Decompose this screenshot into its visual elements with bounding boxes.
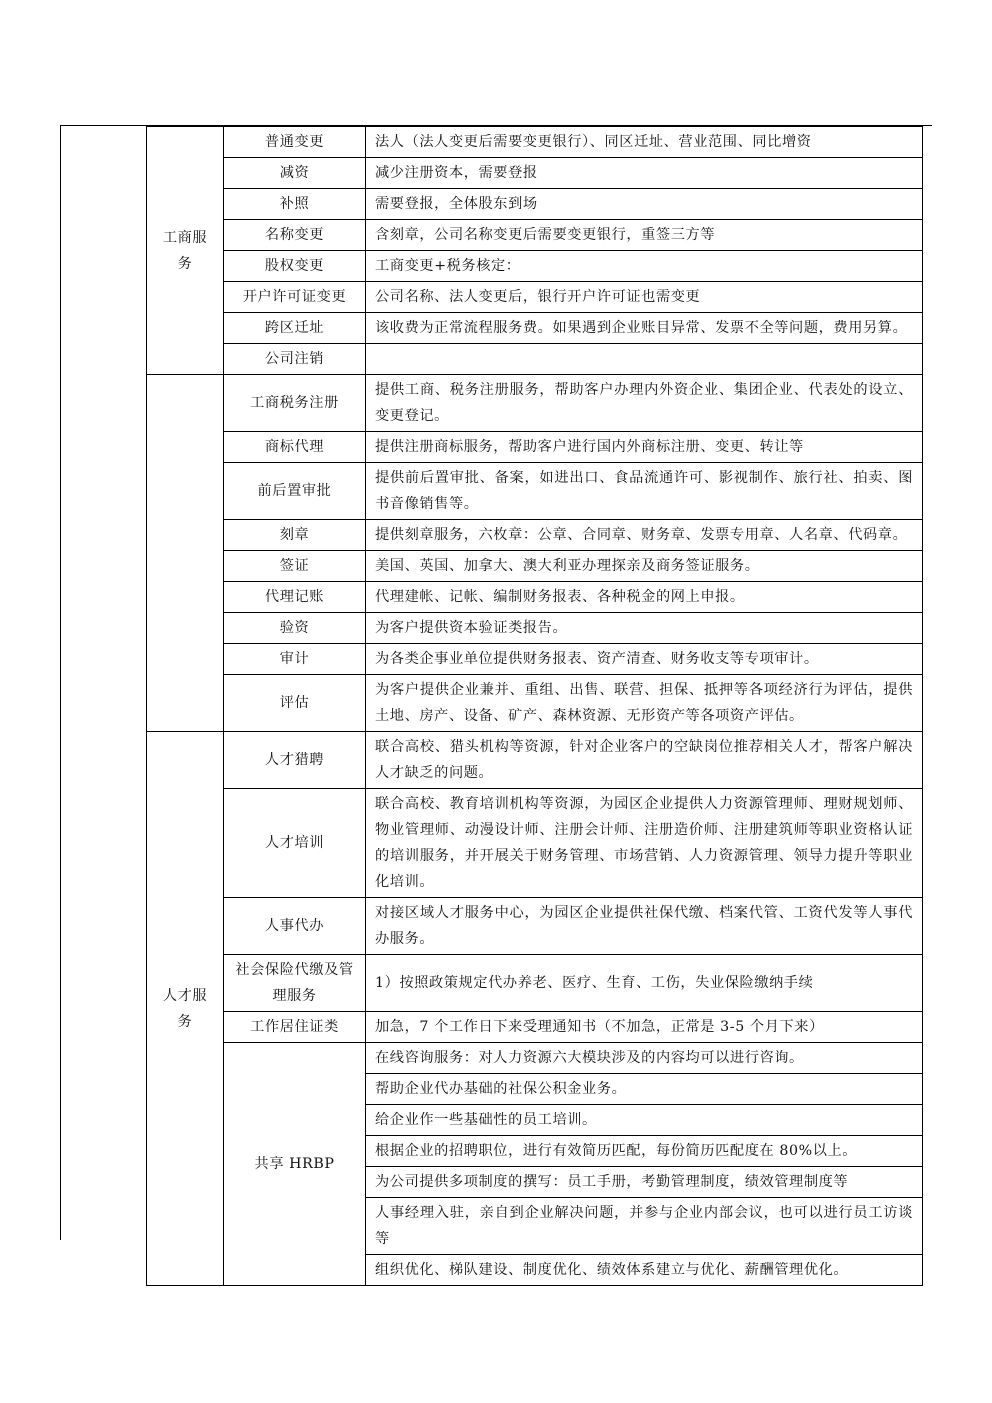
item-cell: 社会保险代缴及管理服务 (224, 955, 366, 1012)
description-cell: 为客户提供资本验证类报告。 (366, 613, 923, 644)
service-table (146, 126, 923, 1286)
item-cell: 代理记账 (224, 582, 366, 613)
description-cell: 法人（法人变更后需要变更银行）、同区迁址、营业范围、同比增资 (366, 127, 923, 158)
item-cell: 普通变更 (224, 127, 366, 158)
item-cell: 刻章 (224, 520, 366, 551)
category-label: 人才服务 (162, 987, 208, 1030)
table-row (147, 582, 923, 613)
item-cell: 前后置审批 (224, 463, 366, 520)
item-cell: 商标代理 (224, 432, 366, 463)
table-row (147, 313, 923, 344)
left-rule (60, 125, 61, 1240)
description-cell: 减少注册资本，需要登报 (366, 158, 923, 189)
item-cell: 人才猎聘 (224, 732, 366, 789)
table-row (147, 282, 923, 313)
item-cell: 跨区迁址 (224, 313, 366, 344)
table-row (147, 613, 923, 644)
item-cell: 减资 (224, 158, 366, 189)
item-cell: 共享 HRBP (224, 1043, 366, 1286)
description-cell (366, 344, 923, 375)
item-cell: 公司注销 (224, 344, 366, 375)
description-cell: 为客户提供企业兼并、重组、出售、联营、担保、抵押等各项经济行为评估，提供土地、房产、设备、矿产、森林资源、无形资产等各项资产评估。 (366, 675, 923, 732)
category-cell (147, 375, 224, 732)
item-cell: 工商税务注册 (224, 375, 366, 432)
description-cell: 该收费为正常流程服务费。如果遇到企业账目异常、发票不全等问题，费用另算。 (366, 313, 923, 344)
table-row (147, 344, 923, 375)
item-cell: 验资 (224, 613, 366, 644)
description-cell: 根据企业的招聘职位，进行有效简历匹配，每份简历匹配度在 80%以上。 (366, 1136, 923, 1167)
category-cell (147, 732, 224, 1286)
description-cell: 组织优化、梯队建设、制度优化、绩效体系建立与优化、薪酬管理优化。 (366, 1255, 923, 1286)
table-row (147, 375, 923, 432)
item-cell: 补照 (224, 189, 366, 220)
item-cell: 人才培训 (224, 789, 366, 898)
table-row (147, 789, 923, 898)
description-cell: 人事经理入驻，亲自到企业解决问题，并参与企业内部会议，也可以进行员工访谈等 (366, 1198, 923, 1255)
table-row (147, 644, 923, 675)
item-cell: 股权变更 (224, 251, 366, 282)
table-row (147, 1043, 923, 1074)
item-cell: 工作居住证类 (224, 1012, 366, 1043)
description-cell: 需要登报，全体股东到场 (366, 189, 923, 220)
category-cell (147, 127, 224, 375)
table-row (147, 1012, 923, 1043)
table-row (147, 898, 923, 955)
item-cell: 人事代办 (224, 898, 366, 955)
description-cell: 在线咨询服务：对人力资源六大模块涉及的内容均可以进行咨询。 (366, 1043, 923, 1074)
table-row (147, 551, 923, 582)
description-cell: 为公司提供多项制度的撰写：员工手册，考勤管理制度，绩效管理制度等 (366, 1167, 923, 1198)
category-label: 工商服务 (162, 229, 208, 272)
description-cell: 联合高校、教育培训机构等资源，为园区企业提供人力资源管理师、理财规划师、物业管理师、动漫设计师、注册会计师、注册造价师、注册建筑师等职业资格认证的培训服务，并开展关于财务管理、市场营销、人力资源管理、领导力提升等职业化培训。 (366, 789, 923, 898)
description-cell: 提供工商、税务注册服务，帮助客户办理内外资企业、集团企业、代表处的设立、变更登记。 (366, 375, 923, 432)
description-cell: 联合高校、猎头机构等资源，针对企业客户的空缺岗位推荐相关人才，帮客户解决人才缺乏的问题。 (366, 732, 923, 789)
table-row (147, 463, 923, 520)
item-cell: 签证 (224, 551, 366, 582)
description-cell: 含刻章，公司名称变更后需要变更银行，重签三方等 (366, 220, 923, 251)
table-row (147, 127, 923, 158)
item-cell: 名称变更 (224, 220, 366, 251)
description-cell: 美国、英国、加拿大、澳大利亚办理探亲及商务签证服务。 (366, 551, 923, 582)
description-cell: 工商变更+税务核定： (366, 251, 923, 282)
description-cell: 提供刻章服务，六枚章：公章、合同章、财务章、发票专用章、人名章、代码章。 (366, 520, 923, 551)
item-cell: 开户许可证变更 (224, 282, 366, 313)
description-cell: 公司名称、法人变更后，银行开户许可证也需变更 (366, 282, 923, 313)
description-cell: 1）按照政策规定代办养老、医疗、生育、工伤，失业保险缴纳手续 (366, 955, 923, 1012)
description-cell: 代理建帐、记帐、编制财务报表、各种税金的网上申报。 (366, 582, 923, 613)
description-cell: 加急，7 个工作日下来受理通知书（不加急，正常是 3-5 个月下来） (366, 1012, 923, 1043)
description-cell: 提供注册商标服务，帮助客户进行国内外商标注册、变更、转让等 (366, 432, 923, 463)
table-row (147, 432, 923, 463)
table-row (147, 955, 923, 1012)
table-row (147, 158, 923, 189)
item-cell: 评估 (224, 675, 366, 732)
table-row (147, 520, 923, 551)
table-row (147, 220, 923, 251)
description-cell: 帮助企业代办基础的社保公积金业务。 (366, 1074, 923, 1105)
table-row (147, 675, 923, 732)
description-cell: 对接区域人才服务中心，为园区企业提供社保代缴、档案代管、工资代发等人事代办服务。 (366, 898, 923, 955)
table-row (147, 732, 923, 789)
description-cell: 为各类企事业单位提供财务报表、资产清查、财务收支等专项审计。 (366, 644, 923, 675)
description-cell: 提供前后置审批、备案，如进出口、食品流通许可、影视制作、旅行社、拍卖、图书音像销售等。 (366, 463, 923, 520)
table-row (147, 251, 923, 282)
description-cell: 给企业作一些基础性的员工培训。 (366, 1105, 923, 1136)
table-row (147, 189, 923, 220)
item-cell: 审计 (224, 644, 366, 675)
